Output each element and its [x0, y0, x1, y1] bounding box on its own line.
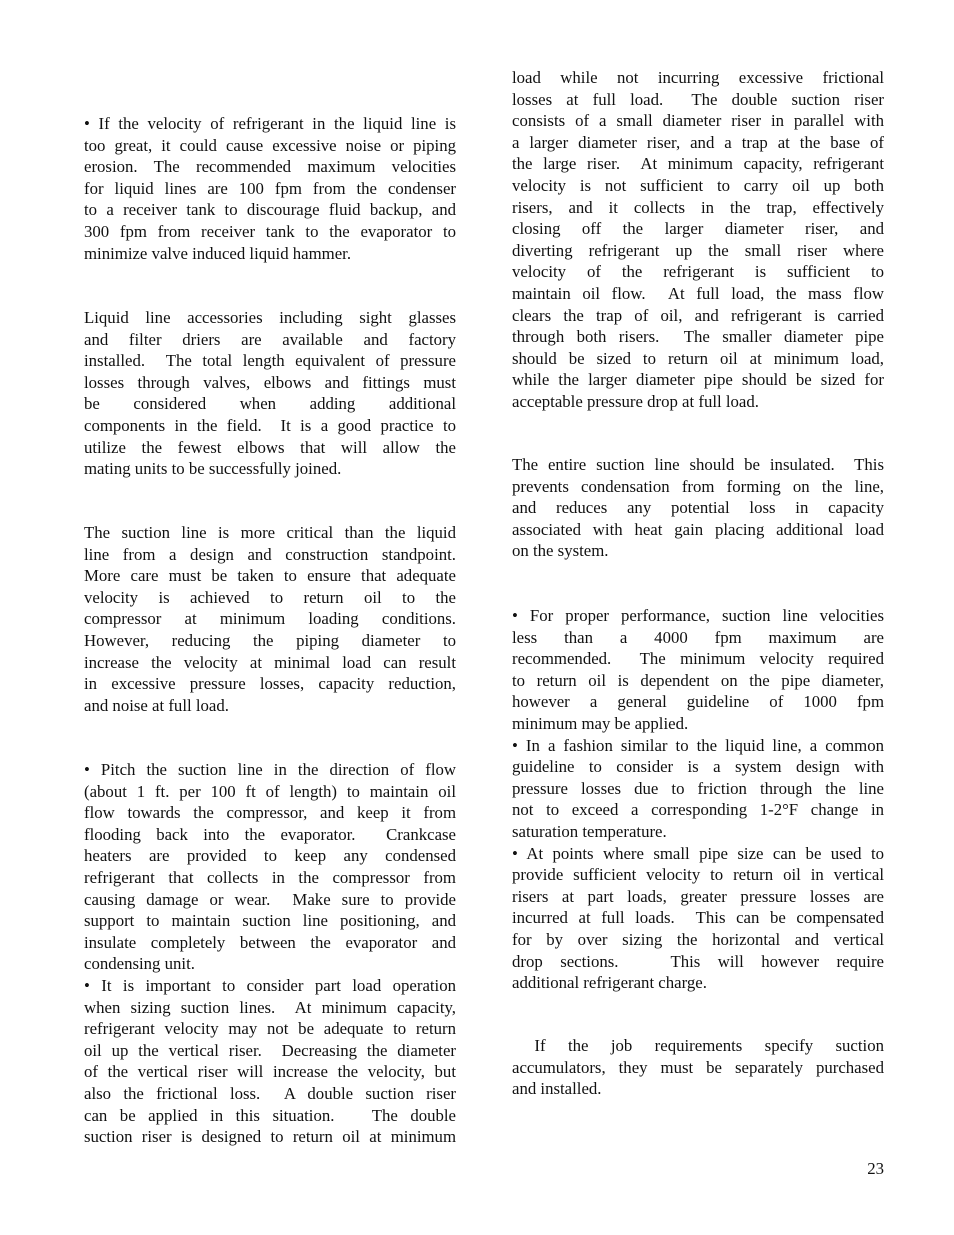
- text-line: additional refrigerant charge.: [512, 973, 707, 993]
- text-line: • For proper performance, suction line velocities: [512, 606, 884, 625]
- text-line: closing off the larger diameter riser, and: [512, 219, 884, 239]
- text-line: acceptable pressure drop at full load.: [512, 392, 759, 411]
- text-line: through both risers. The smaller diameter pipe: [512, 327, 884, 347]
- text-line: erosion. The recommended maximum velocities: [84, 157, 456, 177]
- text-line: can be applied in this situation. The double: [84, 1105, 456, 1125]
- text-line: incurred at full loads. This can be compensated: [512, 908, 884, 928]
- text-line: Liquid line accessories including sight glasses: [84, 308, 456, 327]
- text-line: 300 fpm from receiver tank to the evaporator to: [84, 222, 456, 241]
- text-line: losses at full load. The double suction riser: [512, 89, 884, 109]
- text-line: a larger diameter riser, and a trap at the base of: [512, 132, 884, 152]
- text-line: recommended. The minimum velocity required: [512, 649, 884, 669]
- text-line: • It is important to consider part load operation: [84, 976, 456, 995]
- text-line: velocity is achieved to return oil to the: [84, 587, 456, 607]
- text-line: to a receiver tank to discourage fluid backup, and: [84, 200, 456, 220]
- text-line: line from a design and construction standpoint.: [84, 544, 456, 564]
- text-line: while the larger diameter pipe should be sized for: [512, 370, 884, 390]
- text-line: load while not incurring excessive frictional: [512, 68, 884, 87]
- text-line: flow towards the compressor, and keep it from: [84, 803, 456, 823]
- text-line: on the system.: [512, 541, 609, 561]
- text-line: and noise at full load.: [84, 695, 229, 715]
- text-line: of the vertical riser will increase the velocity, but: [84, 1062, 456, 1082]
- text-line: drop sections. This will however require: [512, 951, 884, 971]
- text-line: refrigerant that collects in the compressor from: [84, 868, 456, 887]
- text-line: however a general guideline of 1000 fpm: [512, 692, 884, 712]
- text-line: clears the trap of oil, and refrigerant is carried: [512, 305, 884, 325]
- text-line: refrigerant velocity may not be adequate to return: [84, 1019, 456, 1039]
- text-line: for by over sizing the horizontal and vertical: [512, 930, 884, 949]
- text-line: velocity is not sufficient to carry oil up both: [512, 176, 884, 195]
- text-line: If the job requirements specify suction: [512, 1036, 884, 1055]
- text-line: • At points where small pipe size can be used to: [512, 843, 884, 863]
- text-line: the large riser. At minimum capacity, refrigerant: [512, 154, 884, 174]
- text-line: installed. The total length equivalent of pressure: [84, 351, 456, 371]
- text-line: • In a fashion similar to the liquid line, a common: [512, 735, 884, 755]
- text-line: provide sufficient velocity to return oil in vertical: [512, 865, 884, 885]
- text-line: guideline to consider is a system design with: [512, 757, 884, 777]
- page-number: 23: [867, 1159, 884, 1178]
- text-line: condensing unit.: [84, 954, 195, 974]
- text-line: heaters are provided to keep any condensed: [84, 846, 456, 866]
- text-line: increase the velocity at minimal load can result: [84, 652, 456, 672]
- text-line: prevents condensation from forming on the line,: [512, 476, 884, 496]
- text-line: too great, it could cause excessive noise or piping: [84, 135, 456, 155]
- text-line: • If the velocity of refrigerant in the liquid line is: [84, 114, 456, 133]
- text-line: and filter driers are available and factory: [84, 329, 456, 349]
- text-line: and reduces any potential loss in capacity: [512, 498, 884, 518]
- text-line: However, reducing the piping diameter to: [84, 631, 456, 650]
- text-line: The entire suction line should be insulated. This: [512, 455, 884, 474]
- text-line: minimize valve induced liquid hammer.: [84, 243, 352, 263]
- text-line: losses through valves, elbows and fittings must: [84, 372, 456, 392]
- text-line: support to maintain suction line positioning, and: [84, 911, 456, 931]
- text-line: also the frictional loss. A double suction riser: [84, 1084, 456, 1103]
- text-line: mating units to be successfully joined.: [84, 459, 342, 479]
- text-line: and installed.: [512, 1079, 602, 1099]
- text-line: velocity of the refrigerant is sufficient to: [512, 262, 884, 282]
- text-line: for liquid lines are 100 fpm from the condenser: [84, 178, 456, 198]
- text-line: associated with heat gain placing additional load: [512, 519, 884, 539]
- text-line: risers at part loads, greater pressure losses are: [512, 886, 884, 906]
- text-line: The suction line is more critical than the liquid: [84, 523, 456, 542]
- text-line: not to exceed a corresponding 1-2°F change in: [512, 800, 884, 820]
- text-line: suction riser is designed to return oil at minimum: [84, 1127, 456, 1147]
- text-line: oil up the vertical riser. Decreasing the diameter: [84, 1040, 456, 1060]
- text-line: pressure losses due to friction through the line: [512, 778, 884, 798]
- text-line: to return oil is dependent on the pipe diameter,: [512, 670, 884, 690]
- text-line: compressor at minimum loading conditions.: [84, 609, 456, 629]
- text-line: maintain oil flow. At full load, the mass flow: [512, 284, 884, 303]
- text-line: • Pitch the suction line in the direction of flow: [84, 760, 456, 779]
- text-line: minimum may be applied.: [512, 714, 689, 733]
- text-line: consists of a small diameter riser in parallel with: [512, 111, 884, 131]
- text-line: flooding back into the evaporator. Crankcase: [84, 824, 456, 844]
- text-line: should be sized to return oil at minimum load,: [512, 348, 884, 368]
- text-line: saturation temperature.: [512, 822, 667, 841]
- text-line: utilize the fewest elbows that will allow the: [84, 437, 456, 457]
- text-line: be considered when adding additional: [84, 394, 456, 414]
- text-line: components in the field. It is a good practice to: [84, 416, 456, 435]
- text-line: causing damage or wear. Make sure to provide: [84, 889, 456, 909]
- text-line: diverting refrigerant up the small riser where: [512, 240, 884, 260]
- text-line: in excessive pressure losses, capacity reduction,: [84, 674, 456, 694]
- text-line: less than a 4000 fpm maximum are: [512, 627, 884, 647]
- text-line: More care must be taken to ensure that adequate: [84, 566, 456, 586]
- text-line: accumulators, they must be separately purchased: [512, 1057, 884, 1077]
- text-line: (about 1 ft. per 100 ft of length) to maintain oil: [84, 781, 456, 801]
- text-line: risers, and it collects in the trap, effectively: [512, 197, 884, 217]
- text-line: when sizing suction lines. At minimum capacity,: [84, 997, 456, 1017]
- text-line: insulate completely between the evaporator and: [84, 932, 456, 952]
